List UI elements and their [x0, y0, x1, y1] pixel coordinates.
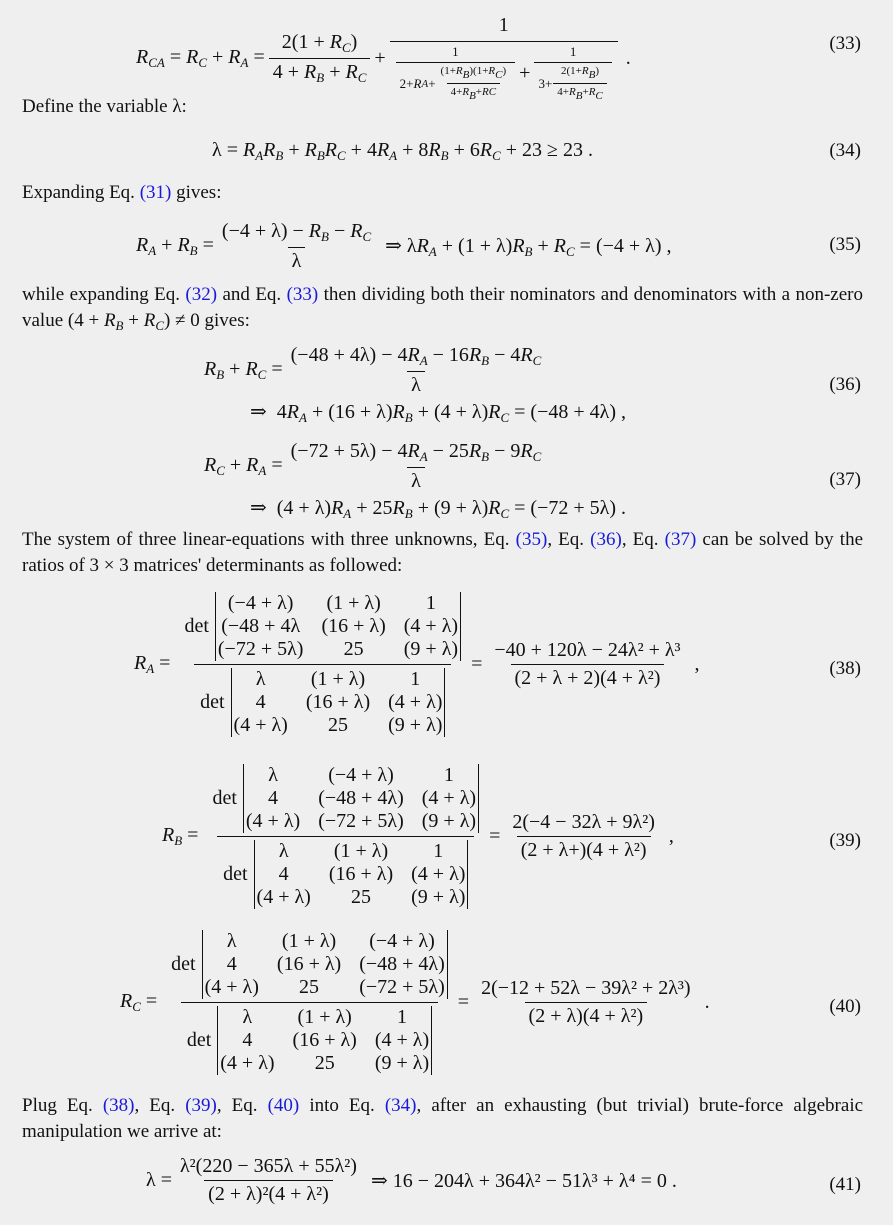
ref-eq32-link[interactable]: (32) — [185, 284, 218, 305]
equation-40: $R_C$ = det λ (1 + λ) (−4 + λ) 4 (16 + λ) (−48 + 4λ) (4 + λ) 25 (−72 + 5λ) det λ (1 + λ) 1 4 (16 + λ) (4 + λ) (4 + λ) 25 (9 + λ) = $\frac{\text{2(−12 + 52λ − 39λ² + 2λ³)}}{\text{(2 + λ)(4 + λ²)}}$ . — [120, 930, 710, 1074]
equation-39: $R_B$ = det λ (−4 + λ) 1 4 (−48 + 4λ) (4 + λ) (4 + λ) (−72 + 5λ) (9 + λ) det λ (1 + λ) 1 4 (16 + λ) (4 + λ) (4 + λ) 25 (9 + λ) = $\frac{\text{2(−4 − 32λ + 9λ²)}}{\text{(2 + λ+)(4 + λ²)}}$ , — [162, 764, 674, 908]
eq38-number: (38) — [829, 658, 861, 679]
eq40-number: (40) — [829, 996, 861, 1017]
para-system: The system of three linear-equations with three unknowns, Eq. (35), Eq. (36), Eq. (37) can be solved by the ratios of 3 × 3 matrices' determinants as followed: — [22, 529, 864, 576]
equation-41: λ = $\frac{\text{λ²(220 − 365λ + 55λ²)}}{\text{(2 + λ)²(4 + λ²)}}$ ⇒ 16 − 204λ + 364λ² − 51λ³ + λ⁴ = 0 . — [146, 1155, 677, 1205]
eq34-number: (34) — [829, 140, 861, 161]
eq33-fraction-2: 1 1 2+ R A + $\frac{(1+R_B)(1+R_C)}{4+R_B+RC}$ + 1 3+ $\frac{2(1+R_B)}{4+R_B+R_C}$ — [390, 14, 618, 102]
eq38-denominator-matrix: λ (1 + λ) 1 4 (16 + λ) (4 + λ) (4 + λ) 25 (9 + λ) — [231, 668, 446, 737]
eq33-number: (33) — [829, 33, 861, 54]
eq39-numerator-matrix: λ (−4 + λ) 1 4 (−48 + 4λ) (4 + λ) (4 + λ) (−72 + 5λ) (9 + λ) — [243, 764, 479, 833]
ref-eq36-link[interactable]: (36) — [590, 529, 622, 550]
para-expand-31: Expanding Eq. (31) gives: — [22, 182, 222, 203]
ref-eq35-link[interactable]: (35) — [515, 529, 548, 550]
para-define-lambda: Define the variable λ: — [22, 96, 187, 117]
ref-eq38-link[interactable]: (38) — [102, 1095, 135, 1116]
equation-34: $\lambda = R_AR_B + R_BR_C + 4R_A + 8R_B + 6R_C + 23 \ge 23$ . — [212, 139, 594, 163]
ref-eq39-link[interactable]: (39) — [185, 1095, 217, 1116]
ref-eq34-link[interactable]: (34) — [384, 1095, 417, 1116]
eq39-number: (39) — [829, 830, 861, 851]
eq39-denominator-matrix: λ (1 + λ) 1 4 (16 + λ) (4 + λ) (4 + λ) 25 (9 + λ) — [254, 840, 469, 909]
eq33-fraction-1: $\frac{2(1 + R_C)}{4 + R_B + R_C}$ — [269, 31, 371, 86]
eq40-denominator-matrix: λ (1 + λ) 1 4 (16 + λ) (4 + λ) (4 + λ) 25 (9 + λ) — [217, 1006, 432, 1075]
ref-eq33-link[interactable]: (33) — [286, 284, 319, 305]
para-plug: Plug Eq. (38), Eq. (39), Eq. (40) into Eq. (34), after an exhausting (but trivial) brute-force algebraic manipulation we arrive at: — [22, 1095, 864, 1142]
eq41-number: (41) — [829, 1174, 861, 1195]
ref-eq37-link[interactable]: (37) — [664, 529, 697, 550]
ref-eq31-link[interactable]: (31) — [139, 182, 172, 203]
equation-38: $R_A$ = det (−4 + λ) (1 + λ) 1 (−48 + 4λ (16 + λ) (4 + λ) (−72 + 5λ) 25 (9 + λ) det λ (1 + λ) 1 4 (16 + λ) (4 + λ) (4 + λ) 25 (9 + λ) = $\frac{\text{−40 + 120λ − 24λ² + λ³}}{\text{(2 + λ + 2)(4 + λ²)}}$ , — [134, 592, 700, 736]
eq35-number: (35) — [829, 234, 861, 255]
equation-36: $R_B + R_C$ = $\frac{(-48 + 4\lambda) - 4R_A - 16R_B - 4R_C}{\lambda}$ ⇒ $4R_A + (16 + \lambda)R_B + (4 + \lambda)R_C = (-48 + 4\lambda)$ , — [204, 344, 627, 425]
equation-33: $R_{CA} = R_C + R_A$ = $\frac{2(1 + R_C)}{4 + R_B + R_C}$ + 1 1 2+ R A + $\frac{(1+R_B)(1+R_C)}{4+R_B+RC}$ + 1 3+ $\frac{2(1+R_B)}{4+R_B+R_C}$ . — [136, 14, 631, 102]
ref-eq40-link[interactable]: (40) — [267, 1095, 300, 1116]
equation-35: $R_A + R_B$ = $\frac{(-4 + \lambda) - R_B - R_C}{\lambda}$ ⇒ $\lambda R_A + (1 + \lambda)R_B + R_C = (-4 + \lambda)$ , — [136, 220, 672, 272]
eq38-numerator-matrix: (−4 + λ) (1 + λ) 1 (−48 + 4λ (16 + λ) (4 + λ) (−72 + 5λ) 25 (9 + λ) — [215, 592, 461, 661]
eq36-number: (36) — [829, 374, 861, 395]
eq40-numerator-matrix: λ (1 + λ) (−4 + λ) 4 (16 + λ) (−48 + 4λ) (4 + λ) 25 (−72 + 5λ) — [202, 930, 448, 999]
eq33-lhs: $R_{CA} = R_C + R_A$ = — [136, 45, 265, 70]
equation-37: $R_C + R_A$ = $\frac{(-72 + 5\lambda) - 4R_A - 25R_B - 9R_C}{\lambda}$ ⇒ $(4 + \lambda)R_A + 25R_B + (9 + \lambda)R_C = (-72 + 5\lambda)$ . — [204, 440, 627, 521]
eq37-number: (37) — [829, 469, 861, 490]
para-expand-32-33: while expanding Eq. (32) and Eq. (33) then dividing both their nominators and denominators with a non-zero value $(4 + R_B + R_C) \ne 0$ gives: — [22, 284, 863, 333]
